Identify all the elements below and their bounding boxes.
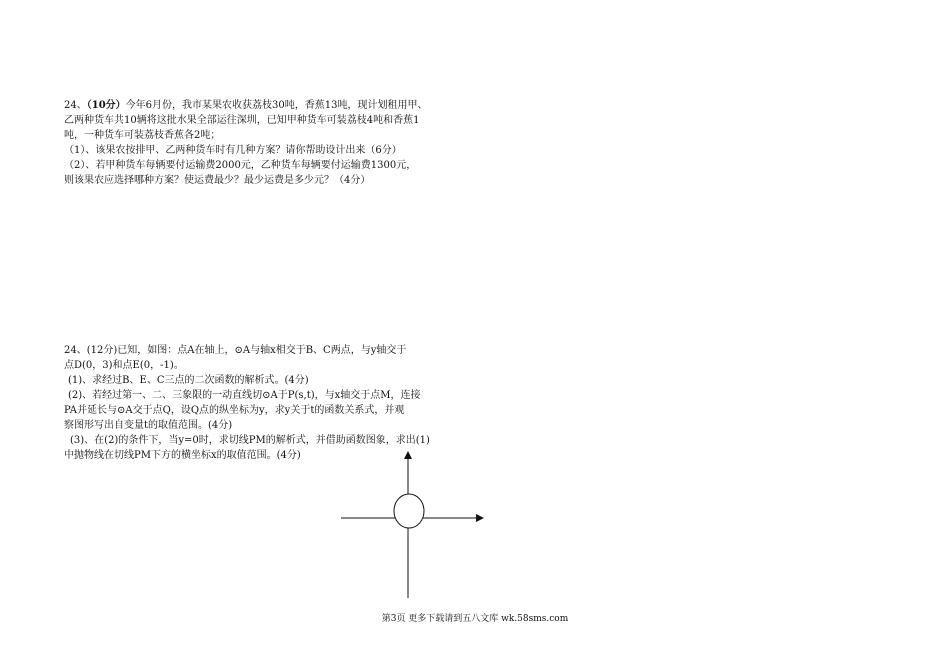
problem-1-number: 24、 — [64, 100, 87, 111]
problem-1-question-2a: （2）、若甲种货车每辆要付运输费2000元，乙种货车每辆要付运输费1300元， — [64, 160, 417, 171]
problem-2-line-1: 24、(12分)已知，如图：点A在轴上，⊙A与轴x相交于B、C两点，与y轴交于 — [64, 345, 407, 356]
problem-1-question-2b: 则该果农应选择哪种方案？使运费最少？最少运费是多少元？（4分） — [64, 175, 371, 186]
problem-1-text-1: 今年6月份，我市某果农收获荔枝30吨，香蕉13吨，现计划租用甲、 — [125, 100, 428, 111]
problem-2-question-3b: 中抛物线在切线PM下方的横坐标x的取值范围。(4分) — [64, 450, 301, 461]
problem-24-circle-parabola — [64, 343, 484, 463]
problem-2-question-2a: (2)、若经过第一、二、三象限的一动直线切⊙A于P(s,t)，与x轴交于点M，连接 — [68, 390, 421, 401]
problem-2-question-1: (1)、求经过B、E、C三点的二次函数的解析式。(4分) — [68, 375, 309, 386]
problem-1-points: （10分） — [86, 100, 126, 111]
problem-2-question-3a: (3)、在(2)的条件下，当y=0时，求切线PM的解析式，并借助函数图象，求出(1) — [70, 435, 430, 446]
problem-2-question-2c: 察图形写出自变量t的取值范围。(4分) — [64, 420, 233, 431]
circle-a — [394, 494, 424, 528]
problem-1-question-1: （1）、该果农按排甲、乙两种货车时有几种方案？请你帮助设计出来（6分） — [64, 145, 402, 156]
coordinate-circle-figure — [338, 448, 488, 598]
problem-24-fruit-transport — [64, 98, 484, 188]
problem-1-line-2: 乙两种货车共10辆将这批水果全部运往深圳，已知甲种货车可装荔枝4吨和香蕉1 — [64, 115, 420, 126]
problem-1-line-1 — [64, 98, 484, 113]
problem-2-question-2b: PA并延长与⊙A交于点Q，设Q点的纵坐标为y，求y关于t的函数关系式，并观 — [64, 405, 405, 416]
problem-2-line-2: 点D(0，3)和点E(0，-1)。 — [64, 360, 184, 371]
page-footer: 第3页 更多下载请到五八文库 wk.58sms.com — [381, 614, 569, 624]
problem-1-line-3: 吨，一种货车可装荔枝香蕉各2吨； — [64, 130, 221, 141]
